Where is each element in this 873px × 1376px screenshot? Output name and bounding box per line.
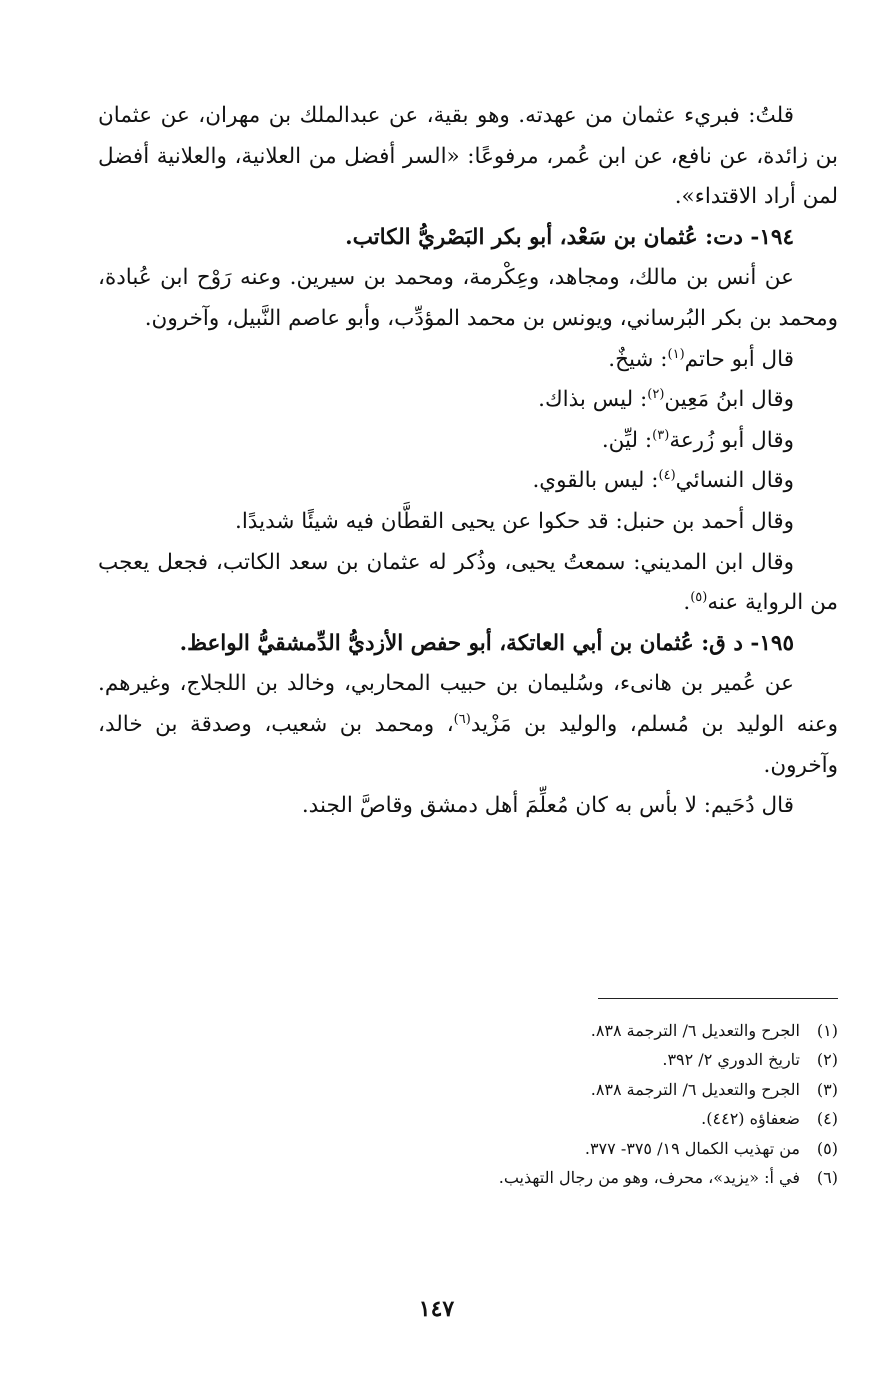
- footnote-ref-6: (٦): [453, 711, 471, 727]
- main-text: [98, 96, 838, 827]
- quote-ibn-al-madini: وقال ابن المديني: سمعتُ يحيى، وذُكر له عثمان بن سعد الكاتب، فجعل يعجب من الرواية عنه$^{(٥)}$.: [98, 549, 838, 616]
- paragraph-narrators-194: عن أنس بن مالك، ومجاهد، وعِكْرمة، ومحمد بن سيرين. وعنه رَوْح ابن عُبادة، ومحمد بن بكر البُرساني، ويونس بن محمد المؤدِّب، وأبو عاصم النَّبيل، وآخرون.: [98, 265, 838, 331]
- footnote-text: من تهذيب الكمال ١٩/ ٣٧٥- ٣٧٧.: [584, 1138, 800, 1158]
- footnote-number: (٦): [816, 1168, 838, 1188]
- footnote-text: الجرح والتعديل ٦/ الترجمة ٨٣٨.: [590, 1079, 800, 1099]
- footnote-text: في أ: «يزيد»، محرف، وهو من رجال التهذيب.: [498, 1168, 800, 1188]
- footnote-2: [300, 1045, 838, 1074]
- footnote-number: (٢): [816, 1050, 838, 1070]
- entry-heading-195: ١٩٥- د ق: عُثمان بن أبي العاتكة، أبو حفص الأزديُّ الدِّمشقيُّ الواعظ.: [179, 630, 794, 656]
- footnote-1: [300, 1016, 838, 1045]
- footnote-ref-5: (٥): [690, 589, 708, 605]
- quote-abu-zura: وقال أبو زُرعة$^{(٣)}$: ليِّن.: [601, 427, 794, 453]
- paragraph-narrators-195: عن عُمير بن هانىء، وسُليمان بن حبيب المحاربي، وخالد بن اللجلاج، وغيرهم. وعنه الوليد بن مُسلم، والوليد بن مَزْيد$^{(٦)}$، ومحمد بن شعيب، وصدقة بن خالد، وآخرون.: [98, 671, 838, 778]
- footnote-number: (٤): [816, 1109, 838, 1129]
- footnote-divider: [598, 998, 838, 999]
- footnote-text: الجرح والتعديل ٦/ الترجمة ٨٣٨.: [590, 1021, 800, 1040]
- footnote-number: (١): [816, 1021, 838, 1040]
- footnote-ref-1: (١): [667, 346, 685, 362]
- quote-nasai: وقال النسائي$^{(٤)}$: ليس بالقوي.: [532, 468, 794, 494]
- quote-duhaym: قال دُحَيم: لا بأس به كان مُعلِّمَ أهل دمشق وقاصَّ الجند.: [301, 793, 794, 819]
- footnote-text: تاريخ الدوري ٢/ ٣٩٢.: [662, 1050, 800, 1070]
- footnote-text: ضعفاؤه (٤٤٢).: [701, 1109, 800, 1129]
- footnote-ref-4: (٤): [658, 468, 676, 484]
- quote-abu-hatim: قال أبو حاتم$^{(١)}$: شيخٌ.: [608, 346, 794, 372]
- footnotes: [300, 1016, 838, 1192]
- footnote-number: (٣): [816, 1079, 838, 1099]
- entry-heading-194: ١٩٤- دت: عُثمان بن سَعْد، أبو بكر البَصْريُّ الكاتب.: [345, 224, 794, 250]
- footnote-3: [300, 1075, 838, 1104]
- page-number: ١٤٧: [418, 1296, 455, 1322]
- footnote-ref-3: (٣): [652, 427, 670, 443]
- quote-ibn-main: وقال ابنُ مَعِين$^{(٢)}$: ليس بذاك.: [538, 387, 794, 413]
- footnote-6: [300, 1163, 838, 1192]
- footnote-5: [300, 1134, 838, 1163]
- footnote-4: [300, 1104, 838, 1133]
- quote-ahmad-ibn-hanbal: وقال أحمد بن حنبل: قد حكوا عن يحيى القطَّان فيه شيئًا شديدًا.: [235, 508, 794, 534]
- paragraph-intro: قلتُ: فبريء عثمان من عهدته. وهو بقية، عن عبدالملك بن مهران، عن عثمان بن زائدة، عن نافع، عن ابن عُمر، مرفوعًا: «السر أفضل من العلانية، والعلانية أفضل لمن أراد الاقتداء».: [98, 103, 838, 210]
- footnote-ref-2: (٢): [647, 387, 665, 402]
- footnote-number: (٥): [816, 1138, 838, 1158]
